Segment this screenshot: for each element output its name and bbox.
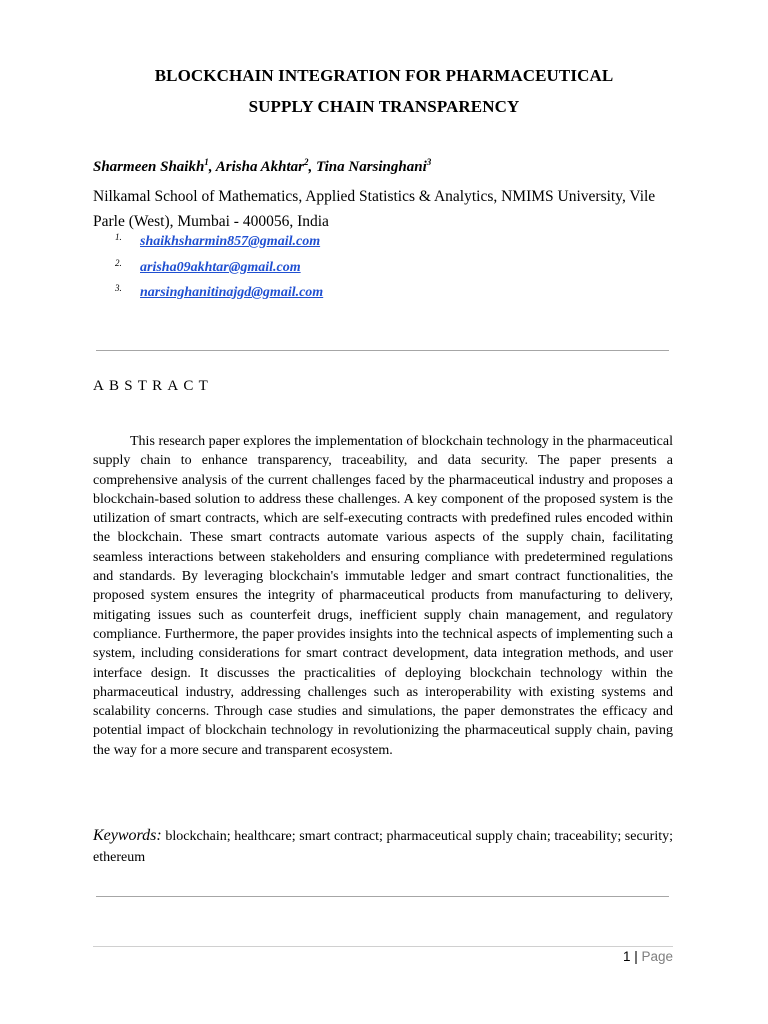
email-item (115, 257, 323, 286)
author-name: Arisha Akhtar (215, 159, 304, 175)
email-link[interactable]: narsinghanitinajgd@gmail.com (140, 285, 324, 300)
section-divider (96, 896, 669, 897)
author-affiliation-mark: 2 (304, 157, 309, 167)
author-separator: , (308, 159, 316, 175)
author-name: Sharmeen Shaikh (93, 159, 205, 175)
author-list (93, 157, 431, 176)
email-number: 3. (115, 283, 122, 293)
page-separator: | (630, 949, 642, 964)
keywords-label: Keywords: (93, 827, 162, 844)
email-number: 1. (115, 232, 122, 242)
footer-divider (93, 946, 673, 947)
email-item (115, 285, 323, 311)
page-number: 1 (622, 949, 631, 964)
paper-title-line-1: BLOCKCHAIN INTEGRATION FOR PHARMACEUTICAL (154, 66, 614, 85)
paper-title-line-2: SUPPLY CHAIN TRANSPARENCY (248, 97, 520, 116)
author-name: Tina Narsinghani (316, 159, 427, 175)
email-number: 2. (115, 257, 122, 268)
author-affiliation-mark: 1 (204, 157, 209, 167)
author-separator: , (208, 159, 216, 175)
email-item (115, 234, 323, 260)
page-word: Page (641, 949, 673, 964)
abstract-heading: ABSTRACT (93, 378, 213, 394)
affiliation: Nilkamal School of Mathematics, Applied Statistics & Analytics, NMIMS University, Vile Parle (West), Mumbai - 400056, India (93, 188, 656, 230)
section-divider (96, 350, 669, 351)
email-list (115, 234, 323, 311)
abstract-text: This research paper explores the implementation of blockchain technology in the pharmaceutical supply chain to enhance transparency, traceability, and data security. The paper presents a comprehensive analysis of the current challenges faced by the pharmaceutical industry and proposes a blockchain-based solution to address these challenges. A key component of the proposed system is the utilization of smart contracts, which are self-executing contracts with predefined rules encoded within the blockchain. These smart contracts automate various aspects of the supply chain, facilitating seamless interactions between stakeholders and ensuring compliance with predetermined regulations and standards. By leveraging blockchain's immutable ledger and smart contract functionalities, the proposed system ensures the integrity of pharmaceutical products from manufacturing to delivery, mitigating issues such as counterfeit drugs, inefficient supply chain management, and regulatory compliance. Furthermore, the paper provides insights into the technical aspects of implementing such a system, including considerations for smart contract development, data integration methods, and user interface design. It discusses the practicalities of deploying blockchain technology within the pharmaceutical industry, addressing challenges such as interoperability with existing systems and scalability concerns. Through case studies and simulations, the paper demonstrates the efficacy and potential impact of blockchain technology in revolutionizing the pharmaceutical supply chain, paving the way for a more secure and transparent ecosystem. (93, 434, 673, 758)
author-affiliation-mark: 3 (426, 157, 432, 167)
email-link[interactable]: shaikhsharmin857@gmail.com (140, 234, 321, 249)
keywords (93, 825, 673, 868)
email-link[interactable]: arisha09akhtar@gmail.com (140, 259, 301, 275)
keywords-text: blockchain; healthcare; smart contract; pharmaceutical supply chain; traceability; security; ethereum (93, 829, 674, 865)
page-footer (623, 949, 673, 964)
